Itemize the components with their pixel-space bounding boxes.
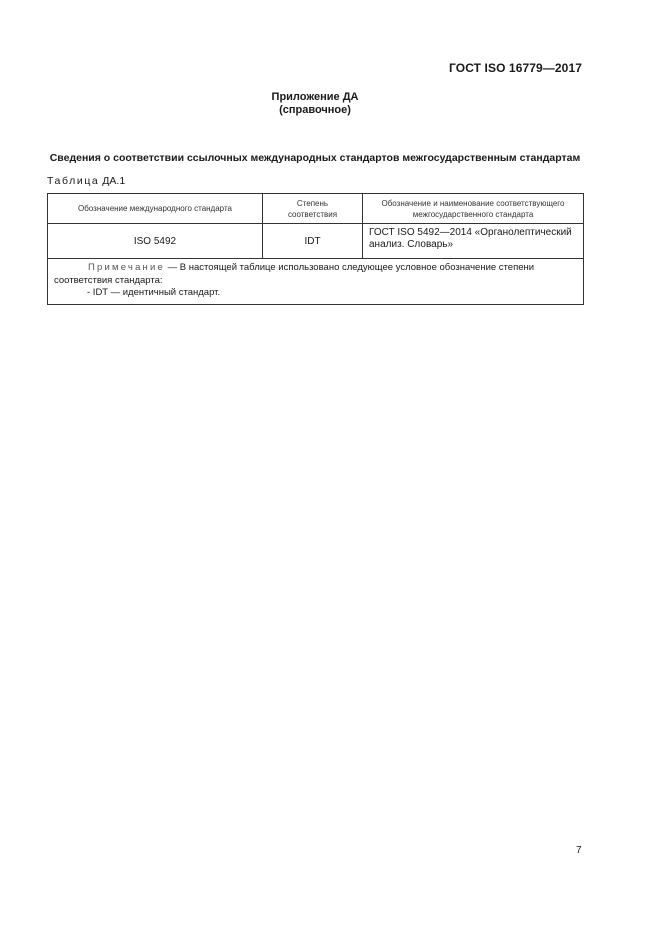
note-text xyxy=(54,262,577,287)
table-row xyxy=(48,224,584,259)
header-intl-standard: Обозначение международного стандарта xyxy=(48,194,263,224)
annex-subtitle: (справочное) xyxy=(279,104,351,116)
table-header-row xyxy=(48,194,584,224)
table-note-row xyxy=(48,259,584,305)
table-note xyxy=(48,259,584,305)
correspondence-table xyxy=(47,193,584,305)
note-item: - IDT — идентичный стандарт. xyxy=(87,287,221,298)
annex-heading xyxy=(0,91,630,117)
table-caption-prefix: Таблица xyxy=(47,175,100,187)
document-code: ГОСТ ISO 16779—2017 xyxy=(449,61,582,75)
header-interstate-standard: Обозначение и наименование соответствующего межгосударственного стандарта xyxy=(363,194,584,224)
cell-interstate-standard: ГОСТ ISO 5492—2014 «Органолептический анализ. Словарь» xyxy=(363,224,584,259)
table-caption xyxy=(47,175,125,187)
table-caption-number: ДА.1 xyxy=(102,175,126,187)
cell-intl-standard: ISO 5492 xyxy=(48,224,263,259)
note-body: — В настоящей таблице использовано следующее условное обозначение степени соответствия стандарта: xyxy=(54,262,535,286)
cell-degree: IDT xyxy=(263,224,363,259)
note-label: Примечание xyxy=(88,262,165,273)
page-number: 7 xyxy=(576,845,582,856)
section-title: Сведения о соответствии ссылочных международных стандартов межгосударственным стандартам xyxy=(49,152,581,164)
header-degree: Степень соответствия xyxy=(263,194,363,224)
annex-title: Приложение ДА xyxy=(271,91,359,103)
